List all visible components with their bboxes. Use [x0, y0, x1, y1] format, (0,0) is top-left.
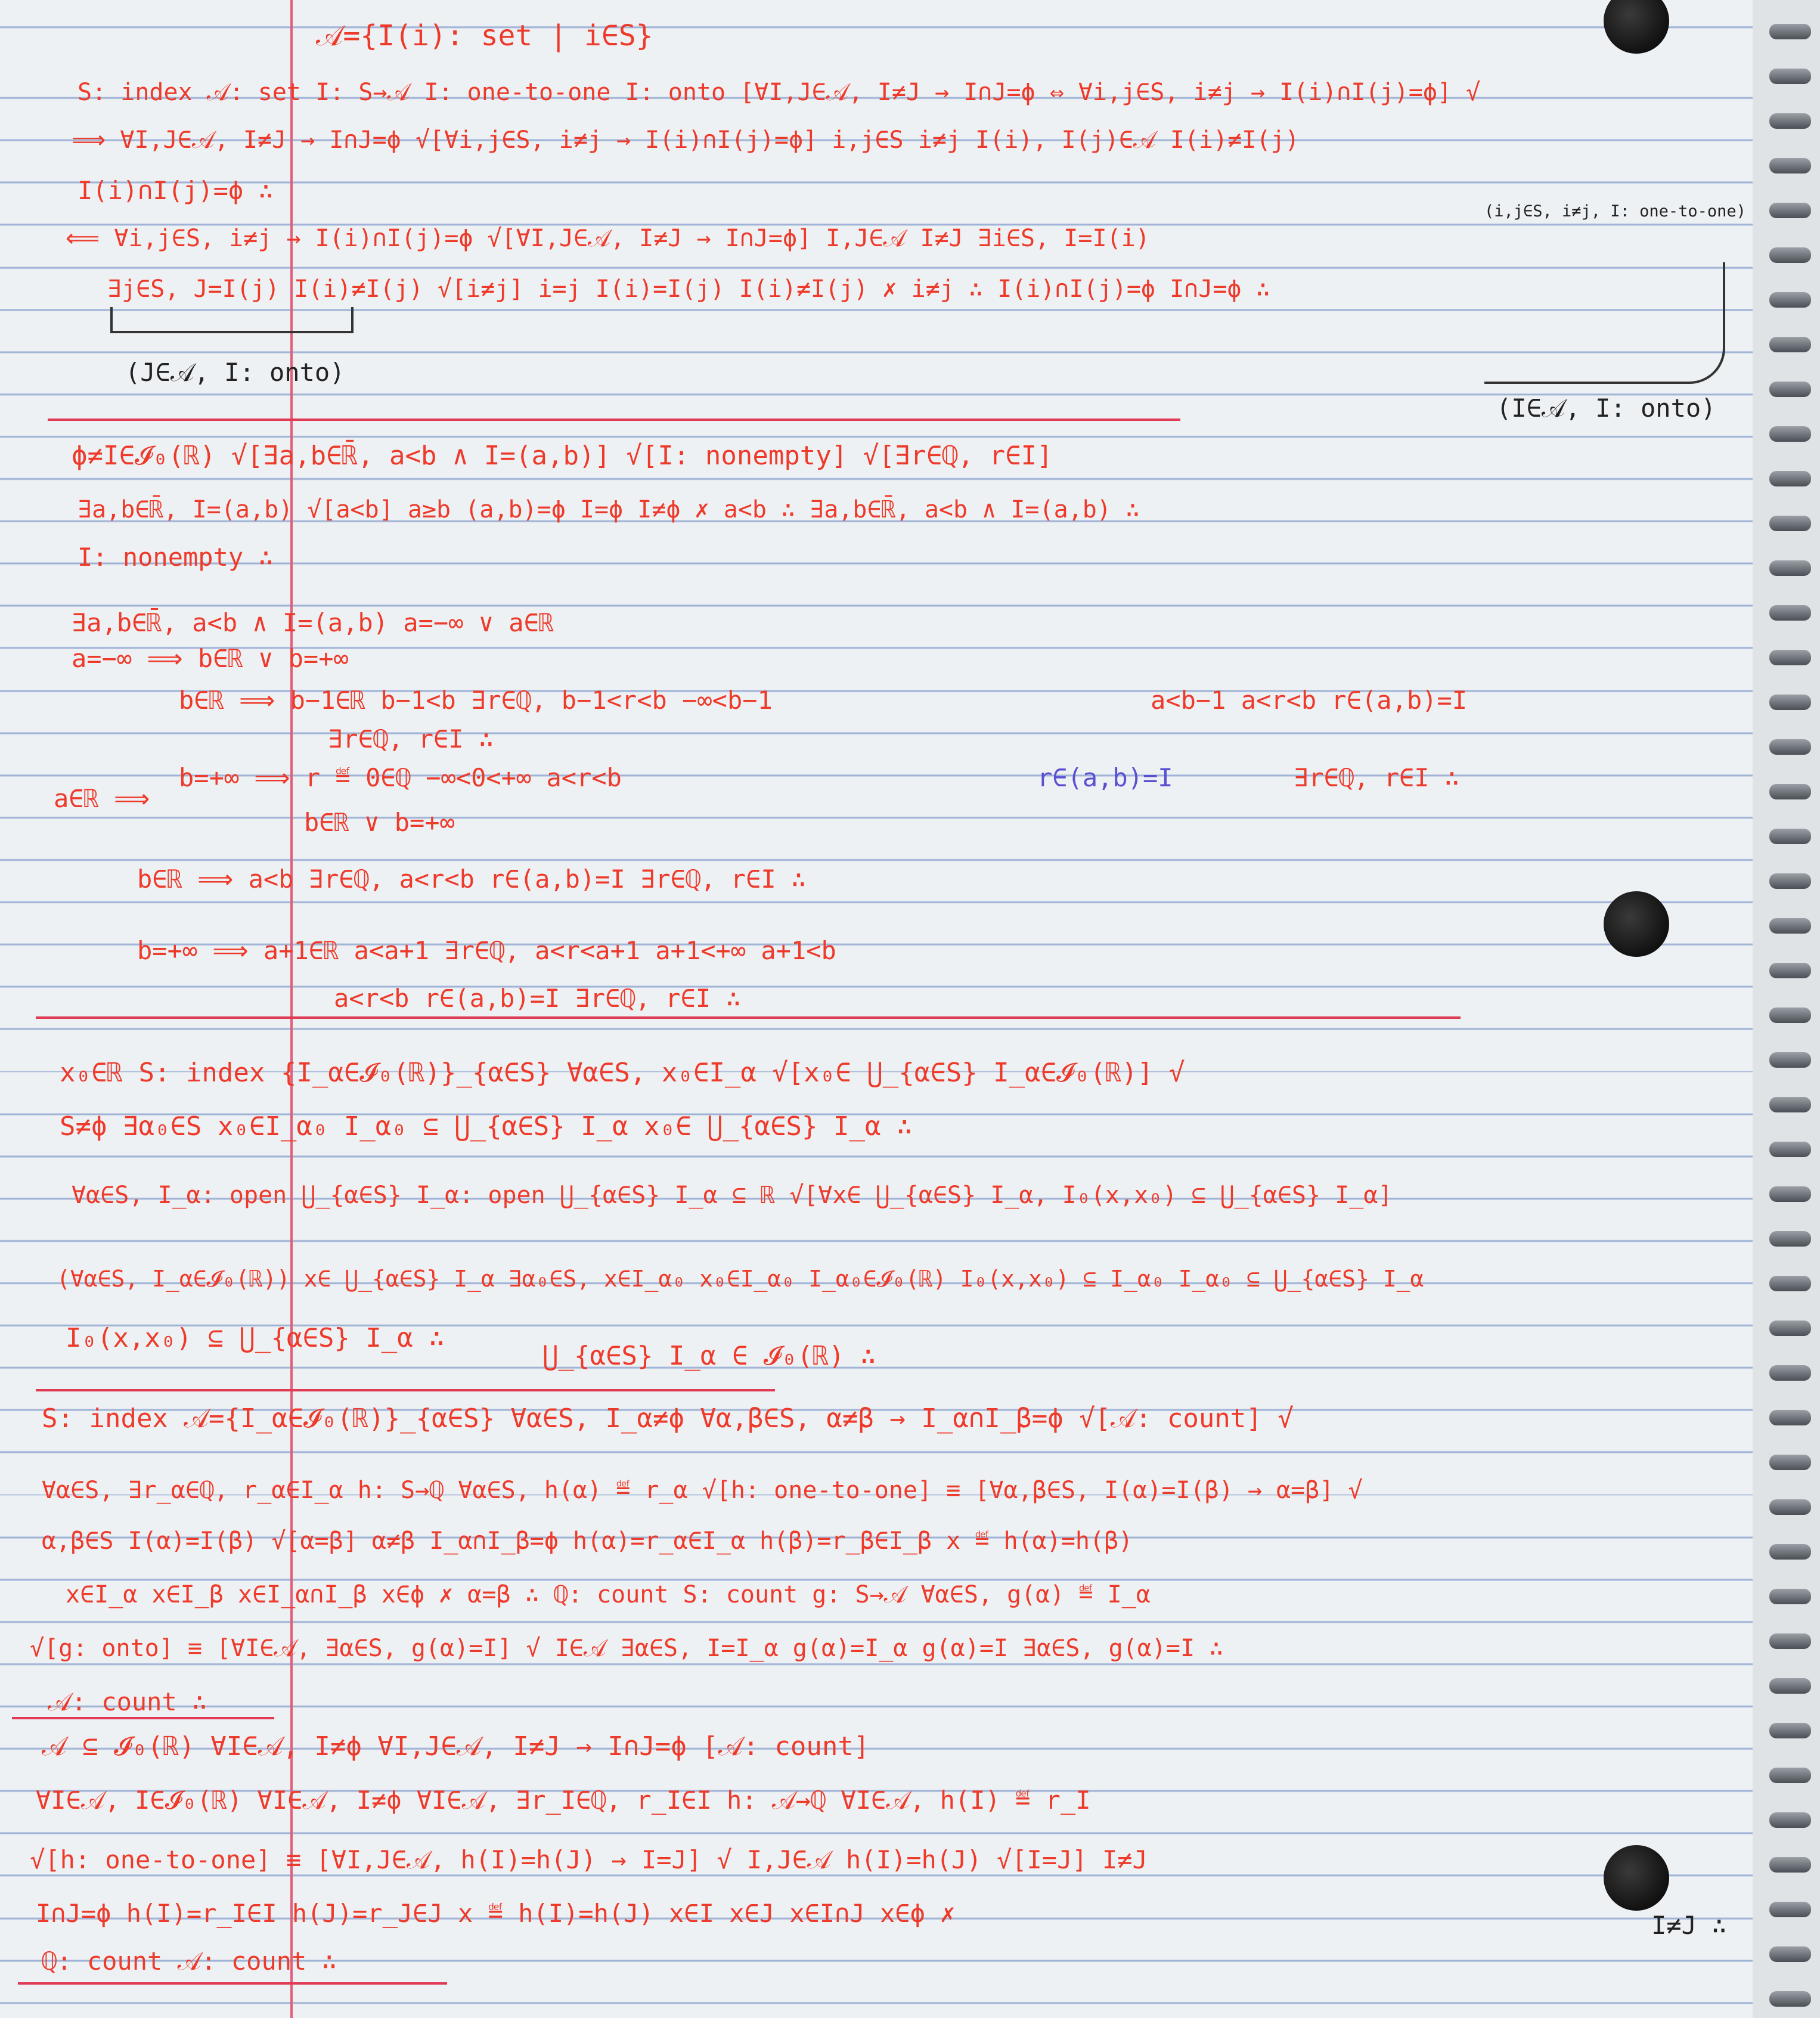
s4-line5: √[g: onto] ≡ [∀I∈𝒜, ∃α∈S, g(α)=I] √ I∈𝒜 ∃α∈S, I=I_α g(α)=I_α g(α)=I ∃α∈S, g(α)=I ∴	[30, 1635, 1224, 1662]
s2-line9: a∈ℝ ⟹	[54, 784, 150, 813]
s5-line4: I∩J=ϕ h(I)=r_I∈I h(J)=r_J∈J x ≝ h(I)=h(J) x∈I x∈J x∈I∩J x∈ϕ ✗	[36, 1899, 956, 1928]
s1-line2: ⟹ ∀I,J∈𝒜, I≠J → I∩J=ϕ √[∀i,j∈S, i≠j → I(i)∩I(j)=ϕ] i,j∈S i≠j I(i), I(j)∈𝒜 I(i)≠I(j)	[72, 126, 1300, 154]
s2-line8b: r∈(a,b)=I	[1037, 763, 1173, 792]
header-definition: 𝒜={I(i): set | i∈S}	[316, 19, 653, 52]
s4-line3: α,β∈S I(α)=I(β) √[α=β] α≠β I_α∩I_β=ϕ h(α)=r_α∈I_α h(β)=r_β∈I_β x ≝ h(α)=h(β)	[42, 1527, 1133, 1555]
s1-line5: ∃j∈S, J=I(j) I(i)≠I(j) √[i≠j] i=j I(i)=I(j) I(i)≠I(j) ✗ i≠j ∴ I(i)∩I(j)=ϕ I∩J=ϕ ∴	[107, 275, 1270, 303]
s1-note-i-onto: (I∈𝒜, I: onto)	[1496, 393, 1716, 423]
s3-line6: ⋃_{α∈S} I_α ∈ 𝓘₀(ℝ) ∴	[542, 1341, 876, 1371]
s1-line3: I(i)∩I(j)=ϕ ∴	[77, 176, 274, 205]
s2-line7: ∃r∈ℚ, r∈I ∴	[328, 724, 494, 754]
s2-line6b: a<b−1 a<r<b r∈(a,b)=I	[1151, 686, 1468, 715]
underbrace-right	[1484, 262, 1725, 384]
s3-line4: (∀α∈S, I_α∈𝓘₀(ℝ)) x∈ ⋃_{α∈S} I_α ∃α₀∈S, x∈I_α₀ x₀∈I_α₀ I_α₀∈𝓘₀(ℝ) I₀(x,x₀) ⊆ I_α₀ I_α₀ ⊆ ⋃_{α∈S} I_α	[57, 1266, 1424, 1292]
s3-line2: S≠ϕ ∃α₀∈S x₀∈I_α₀ I_α₀ ⊆ ⋃_{α∈S} I_α x₀∈ ⋃_{α∈S} I_α ∴	[60, 1111, 913, 1142]
s5-line1: 𝒜 ⊆ 𝓘₀(ℝ) ∀I∈𝒜, I≠ϕ ∀I,J∈𝒜, I≠J → I∩J=ϕ [𝒜: count]	[42, 1731, 870, 1762]
divider	[36, 1389, 775, 1391]
s2-line1: ϕ≠I∈𝓘₀(ℝ) √[∃a,b∈ℝ̄, a<b ∧ I=(a,b)] √[I: nonempty] √[∃r∈ℚ, r∈I]	[72, 441, 1053, 471]
s1-note-j-onto: (J∈𝒜, I: onto)	[125, 358, 345, 387]
s5-line5: ℚ: count 𝒜: count ∴	[42, 1946, 337, 1976]
s2-line12: b=+∞ ⟹ a+1∈ℝ a<a+1 ∃r∈ℚ, a<r<a+1 a+1<+∞ a+1<b	[137, 936, 836, 965]
s4-line6: 𝒜: count ∴	[48, 1687, 207, 1716]
s2-line5: a=−∞ ⟹ b∈ℝ ∨ b=+∞	[72, 644, 349, 673]
divider	[18, 1982, 447, 1985]
s2-line8c: ∃r∈ℚ, r∈I ∴	[1294, 763, 1460, 792]
s3-line3: ∀α∈S, I_α: open ⋃_{α∈S} I_α: open ⋃_{α∈S} I_α ⊆ ℝ √[∀x∈ ⋃_{α∈S} I_α, I₀(x,x₀) ⊆ ⋃_{α∈S} I_α]	[72, 1182, 1393, 1209]
s3-line5: I₀(x,x₀) ⊆ ⋃_{α∈S} I_α ∴	[66, 1323, 445, 1353]
s2-line2: ∃a,b∈ℝ̄, I=(a,b) √[a<b] a≥b (a,b)=ϕ I=ϕ I≠ϕ ✗ a<b ∴ ∃a,b∈ℝ̄, a<b ∧ I=(a,b) ∴	[77, 496, 1140, 523]
s2-line11: b∈ℝ ⟹ a<b ∃r∈ℚ, a<r<b r∈(a,b)=I ∃r∈ℚ, r∈I ∴	[137, 864, 807, 894]
s2-line8a: b=+∞ ⟹ r ≝ 0∈ℚ −∞<0<+∞ a<r<b	[179, 763, 622, 792]
s4-line4: x∈I_α x∈I_β x∈I_α∩I_β x∈ϕ ✗ α=β ∴ ℚ: count S: count g: S→𝒜 ∀α∈S, g(α) ≝ I_α	[66, 1581, 1151, 1608]
punch-hole	[1604, 0, 1669, 54]
s3-line1: x₀∈ℝ S: index {I_α∈𝓘₀(ℝ)}_{α∈S} ∀α∈S, x₀∈I_α √[x₀∈ ⋃_{α∈S} I_α∈𝓘₀(ℝ)] √	[60, 1058, 1185, 1088]
s1-line1: S: index 𝒜: set I: S→𝒜 I: one-to-one I: onto [∀I,J∈𝒜, I≠J → I∩J=ϕ ⇔ ∀i,j∈S, i≠j → I(i)∩I(j)=ϕ] √	[77, 79, 1481, 106]
s5-line2: ∀I∈𝒜, I∈𝓘₀(ℝ) ∀I∈𝒜, I≠ϕ ∀I∈𝒜, ∃r_I∈ℚ, r_I∈I h: 𝒜→ℚ ∀I∈𝒜, h(I) ≝ r_I	[36, 1785, 1091, 1815]
punch-hole	[1604, 891, 1669, 957]
s5-line3: √[h: one-to-one] ≡ [∀I,J∈𝒜, h(I)=h(J) → I=J] √ I,J∈𝒜 h(I)=h(J) √[I=J] I≠J	[30, 1845, 1148, 1874]
s1-line4: ⟸ ∀i,j∈S, i≠j → I(i)∩I(j)=ϕ √[∀I,J∈𝒜, I≠J → I∩J=ϕ] I,J∈𝒜 I≠J ∃i∈S, I=I(i)	[66, 225, 1150, 252]
underbrace-left	[110, 307, 354, 333]
divider	[36, 1016, 1461, 1019]
s4-line1: S: index 𝒜={I_α∈𝓘₀(ℝ)}_{α∈S} ∀α∈S, I_α≠ϕ ∀α,β∈S, α≠β → I_α∩I_β=ϕ √[𝒜: count] √	[42, 1403, 1294, 1434]
divider	[48, 419, 1180, 421]
s4-line2: ∀α∈S, ∃r_α∈ℚ, r_α∈I_α h: S→ℚ ∀α∈S, h(α) ≝ r_α √[h: one-to-one] ≡ [∀α,β∈S, I(α)=I(β) → α=β] √	[42, 1477, 1363, 1504]
s2-line10: b∈ℝ ∨ b=+∞	[304, 808, 455, 837]
s2-line4: ∃a,b∈ℝ̄, a<b ∧ I=(a,b) a=−∞ ∨ a∈ℝ	[72, 608, 554, 637]
s2-line13: a<r<b r∈(a,b)=I ∃r∈ℚ, r∈I ∴	[334, 984, 741, 1013]
s2-line6a: b∈ℝ ⟹ b−1∈ℝ b−1<b ∃r∈ℚ, b−1<r<b −∞<b−1	[179, 686, 773, 715]
s5-line4b: I≠J ∴	[1651, 1911, 1727, 1940]
s2-line3: I: nonempty ∴	[77, 543, 274, 572]
punch-hole	[1604, 1845, 1669, 1911]
divider	[12, 1717, 274, 1719]
s1-note-one-to-one: (i,j∈S, i≠j, I: one-to-one)	[1484, 202, 1746, 221]
